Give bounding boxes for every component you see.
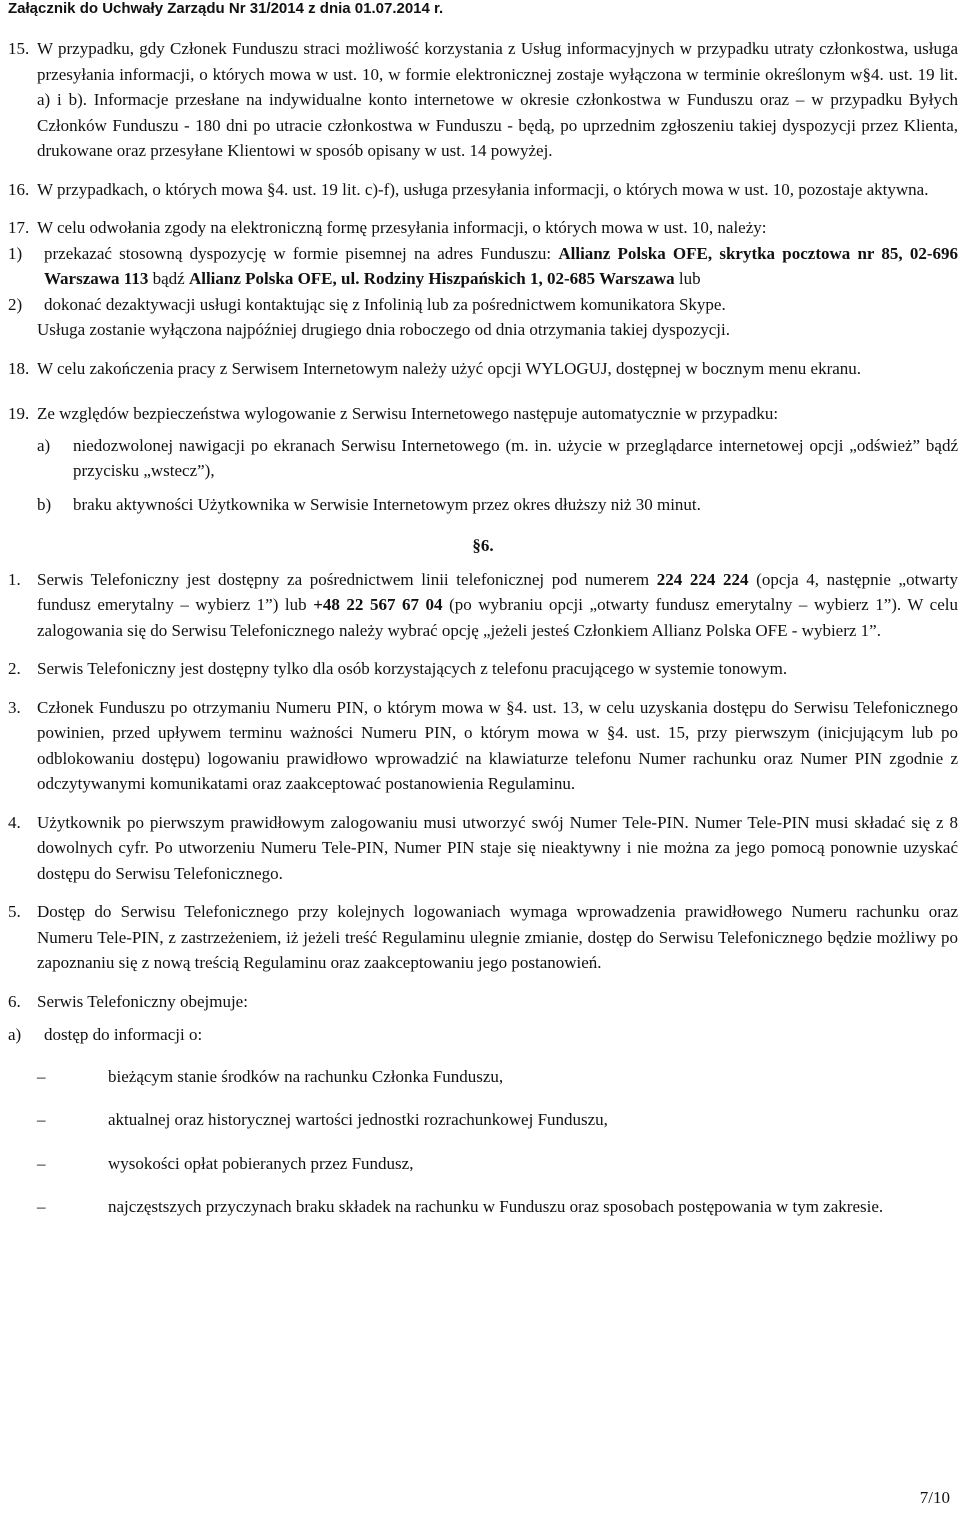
paragraph-number: 4.: [8, 812, 21, 832]
list-label: a): [37, 435, 51, 455]
list-text: wysokości opłat pobieranych przez Fundusz,: [108, 1153, 414, 1173]
paragraph-text: Ze względów bezpieczeństwa wylogowanie z Serwisu Internetowego następuje automatycznie w przypadku:: [37, 404, 779, 423]
list-label: b): [37, 494, 52, 514]
paragraph-number: 1.: [8, 569, 21, 589]
dash-bullet: –: [37, 1066, 46, 1086]
section-paragraph-5: [8, 899, 958, 976]
list-item: [8, 492, 958, 518]
list-text: aktualnej oraz historycznej wartości jednostki rozrachunkowej Funduszu,: [108, 1110, 608, 1129]
dash-list-item: [37, 1194, 958, 1220]
paragraph-number: 5.: [8, 902, 21, 921]
paragraph-19: [8, 401, 958, 427]
paragraph-number: 15.: [8, 39, 30, 58]
dash-bullet: –: [37, 1153, 46, 1173]
paragraph-text: Serwis Telefoniczny jest dostępny tylko dla osób korzystających z telefonu pracującego w systemie tonowym.: [37, 659, 788, 678]
dash-list-item: [37, 1064, 958, 1090]
paragraph-15: [8, 36, 958, 164]
section-heading: §6.: [472, 536, 494, 555]
paragraph-number: 3.: [8, 697, 21, 717]
text-run: (po wybraniu opcji „otwarty fundusz emerytalny – wybierz 1”). W celu zalogowania się do Serwisu Telefonicznego należy wybrać opcję „jeżeli jesteś Członkiem Allianz Polska OFE - wybierz 1”.: [37, 595, 959, 640]
text-run: Serwis Telefoniczny jest dostępny za pośrednictwem linii telefonicznej pod numerem: [37, 569, 657, 589]
paragraph-intro: W celu odwołania zgody na elektroniczną formę przesyłania informacji, o których mowa w ust. 10, należy:: [37, 218, 767, 237]
document-body: [8, 36, 958, 1220]
paragraph-17: [8, 215, 958, 241]
list-item: [8, 292, 958, 318]
list-text: niedozwolonej nawigacji po ekranach Serwisu Internetowego (m. in. użycie w przeglądarce internetowej opcji „odśwież” bądź przycisku „wstecz”),: [73, 435, 958, 480]
paragraph-text: W przypadkach, o których mowa §4. ust. 19 lit. c)-f), usługa przesyłania informacji, o których mowa w ust. 10, pozostaje aktywna.: [37, 179, 929, 199]
paragraph-number: 6.: [8, 991, 21, 1011]
paragraph-16: [8, 177, 958, 203]
page-number: 7/10: [919, 1488, 950, 1507]
paragraph-number: 2.: [8, 659, 21, 678]
paragraph-text: W celu zakończenia pracy z Serwisem Internetowym należy użyć opcji WYLOGUJ, dostępnej w bocznym menu ekranu.: [37, 358, 862, 378]
paragraph-text: Dostęp do Serwisu Telefonicznego przy kolejnych logowaniach wymaga wprowadzenia prawidłowego Numeru rachunku oraz Numeru Tele-PIN, z zastrzeżeniem, iż jeżeli treść Regulaminu ulegnie zmianie, dostęp do Serwisu Telefonicznego będzie możliwy po zapoznaniu się z nową treścią Regulaminu oraz zaakceptowaniu jego postanowień.: [37, 902, 958, 972]
paragraph-text: Członek Funduszu po otrzymaniu Numeru PIN, o którym mowa w §4. ust. 13, w celu uzyskania dostępu do Serwisu Telefonicznego powinien, przed upływem terminu ważności Numeru PIN, o którym mowa w §4. ust. 15, przy pierwszym (inicjującym lub po odblokowaniu dostępu) logowaniu prawidłowo wprowadzić na klawiaturze telefonu Numer rachunku oraz Numer PIN zgodnie z odczytywanymi komunikatami oraz zaakceptować postanowienia Regulaminu.: [37, 697, 958, 793]
paragraph-number: 18.: [8, 358, 30, 378]
paragraph-number: 19.: [8, 404, 30, 423]
list-label: 2): [8, 294, 23, 314]
paragraph-18: [8, 356, 958, 382]
fund-address-street: Allianz Polska OFE, ul. Rodziny Hiszpańskich 1, 02-685 Warszawa: [188, 269, 675, 288]
list-text: braku aktywności Użytkownika w Serwisie Internetowym przez okres dłuższy niż 30 minut.: [73, 494, 701, 514]
dash-list-item: [37, 1151, 958, 1177]
list-text: dostęp do informacji o:: [44, 1025, 203, 1044]
section-paragraph-3: [8, 695, 958, 797]
dash-list-item: [37, 1107, 958, 1133]
list-text: najczęstszych przyczynach braku składek na rachunku w Funduszu oraz sposobach postępowania w tym zakresie.: [108, 1197, 884, 1216]
paragraph-text: Serwis Telefoniczny obejmuje:: [37, 991, 248, 1011]
fund-address-postbox: Allianz Polska OFE, skrytka pocztowa nr 85, 02-696 Warszawa 113: [44, 243, 959, 288]
text-run: lub: [674, 269, 701, 288]
list-text: [44, 241, 958, 292]
list-label: 1): [8, 243, 23, 263]
text-run: przekazać stosowną dyspozycję w formie pisemnej na adres Funduszu:: [44, 243, 559, 263]
section-paragraph-2: [8, 656, 958, 682]
paragraph-outro: Usługa zostanie wyłączona najpóźniej drugiego dnia roboczego od dnia otrzymania takiej dyspozycji.: [37, 320, 730, 339]
section-paragraph-4: [8, 810, 958, 887]
section-paragraph-1: [8, 567, 958, 644]
paragraph-number: 17.: [8, 218, 30, 237]
list-item: [8, 1022, 958, 1048]
dash-bullet: –: [37, 1110, 46, 1129]
paragraph-text: [37, 567, 958, 644]
paragraph-text: W przypadku, gdy Członek Funduszu straci możliwość korzystania z Usług informacyjnych w przypadku utraty członkostwa, usługa przesyłania informacji, o których mowa w ust. 10, w formie elektronicznej zostaje wyłączona w terminie określonym w§4. ust. 19 lit. a) i b). Informacje przesłane na indywidualne konto internetowe w okresie członkostwa w Funduszu oraz – w przypadku Byłych Członków Funduszu - 180 dni po utracie członkostwa w Funduszu - będą, po uprzednim zgłoszeniu takiej dyspozycji przez Klienta, drukowane oraz przesyłane Klientowi w sposób opisany w ust. 14 powyżej.: [37, 39, 958, 160]
list-text: dokonać dezaktywacji usługi kontaktując się z Infolinią lub za pośrednictwem komunikatora Skype.: [44, 294, 726, 314]
text-run: bądź: [148, 269, 189, 288]
paragraph-text: Użytkownik po pierwszym prawidłowym zalogowaniu musi utworzyć swój Numer Tele-PIN. Numer Tele-PIN musi składać się z 8 dowolnych cyfr. Po utworzeniu Numeru Tele-PIN, Numer PIN staje się nieaktywny i nie można za jego pomocą ponownie uzyskać dostępu do Serwisu Telefonicznego.: [37, 812, 958, 883]
paragraph-body: [37, 215, 958, 241]
list-text: bieżącym stanie środków na rachunku Członka Funduszu,: [108, 1066, 504, 1086]
list-item: [8, 241, 958, 292]
paragraph-number: 16.: [8, 179, 30, 199]
dash-bullet: –: [37, 1197, 46, 1216]
text-run: (opcja 4, następnie „otwarty fundusz emerytalny – wybierz 1”) lub: [37, 569, 958, 614]
list-item: [8, 433, 958, 484]
list-label: a): [8, 1025, 22, 1044]
phone-number: 224 224 224: [656, 569, 749, 589]
section-paragraph-6: [8, 989, 958, 1015]
phone-number: +48 22 567 67 04: [313, 595, 443, 614]
document-header: Załącznik do Uchwały Zarządu Nr 31/2014 z dnia 01.07.2014 r.: [8, 0, 444, 17]
